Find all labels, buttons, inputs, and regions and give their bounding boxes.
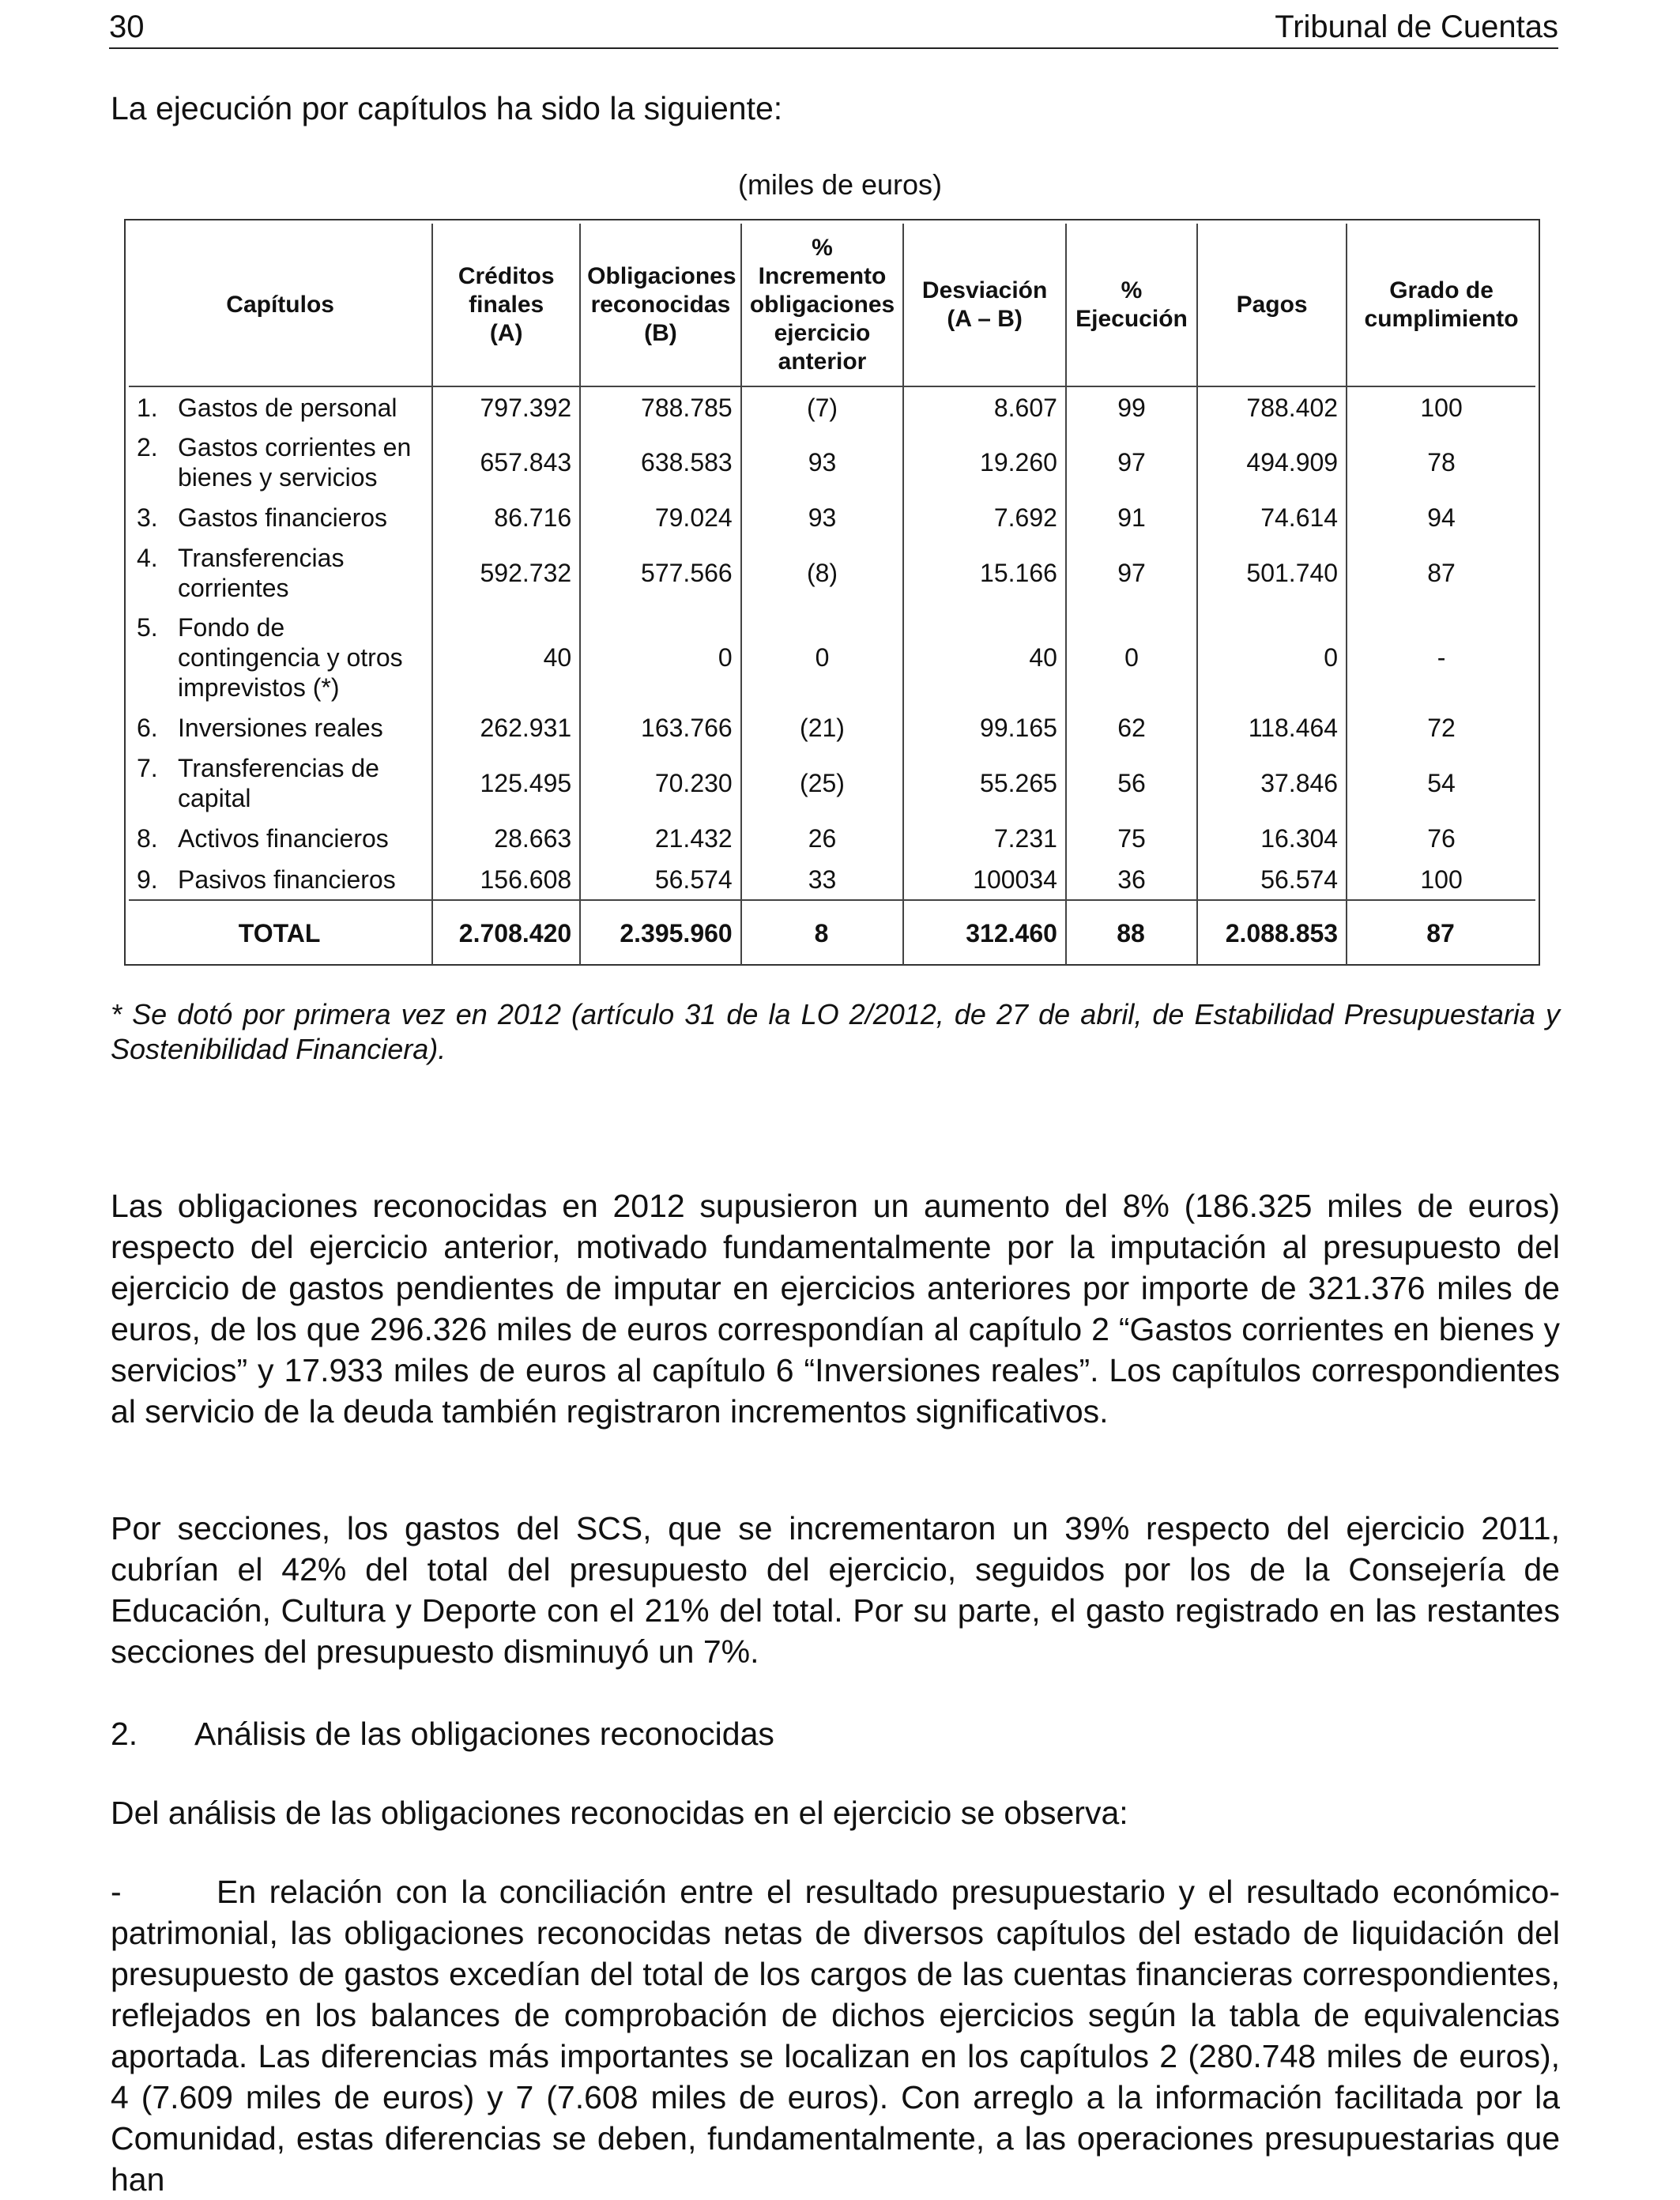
cell-creditos: 86.716 bbox=[432, 497, 580, 538]
cell-incremento: (7) bbox=[741, 386, 904, 428]
cell-obligaciones: 163.766 bbox=[580, 707, 741, 748]
cell-ejecucion: 91 bbox=[1066, 497, 1197, 538]
table-row bbox=[129, 386, 1535, 428]
cell-ejecucion: 75 bbox=[1066, 818, 1197, 859]
cell-creditos: 40 bbox=[432, 608, 580, 707]
cell-desviacion: 99.165 bbox=[903, 707, 1066, 748]
total-incremento: 8 bbox=[741, 900, 904, 965]
cell-pagos: 37.846 bbox=[1197, 748, 1347, 818]
header-grado: Grado de cumplimiento bbox=[1347, 224, 1535, 386]
cell-pagos: 501.740 bbox=[1197, 538, 1347, 608]
row-label: 1. Gastos de personal bbox=[137, 393, 397, 422]
cell-ejecucion: 62 bbox=[1066, 707, 1197, 748]
total-pagos: 2.088.853 bbox=[1197, 900, 1347, 965]
cell-desviacion: 19.260 bbox=[903, 428, 1066, 497]
table-row bbox=[129, 707, 1535, 748]
cell-grado: - bbox=[1347, 608, 1535, 707]
row-label: 7. Transferencias de capital bbox=[137, 754, 379, 812]
total-creditos: 2.708.420 bbox=[432, 900, 580, 965]
page-header bbox=[109, 8, 1558, 49]
cell-ejecucion: 97 bbox=[1066, 428, 1197, 497]
paragraph-conciliacion bbox=[111, 1871, 1560, 2200]
header-capitulos: Capítulos bbox=[129, 224, 432, 386]
cell-incremento: (21) bbox=[741, 707, 904, 748]
cell-grado: 100 bbox=[1347, 386, 1535, 428]
table-row bbox=[129, 538, 1535, 608]
cell-desviacion: 40 bbox=[903, 608, 1066, 707]
table-row bbox=[129, 608, 1535, 707]
cell-pagos: 0 bbox=[1197, 608, 1347, 707]
cell-incremento: (8) bbox=[741, 538, 904, 608]
header-ejecucion: % Ejecución bbox=[1066, 224, 1197, 386]
row-label: 2. Gastos corrientes en bienes y servicios bbox=[137, 433, 412, 492]
table-row bbox=[129, 497, 1535, 538]
cell-creditos: 657.843 bbox=[432, 428, 580, 497]
cell-desviacion: 7.231 bbox=[903, 818, 1066, 859]
cell-creditos: 28.663 bbox=[432, 818, 580, 859]
cell-grado: 76 bbox=[1347, 818, 1535, 859]
cell-creditos: 592.732 bbox=[432, 538, 580, 608]
cell-pagos: 788.402 bbox=[1197, 386, 1347, 428]
table-row bbox=[129, 748, 1535, 818]
execution-table-frame bbox=[124, 219, 1540, 966]
table-header-row bbox=[129, 224, 1535, 386]
cell-pagos: 494.909 bbox=[1197, 428, 1347, 497]
row-label: 6. Inversiones reales bbox=[137, 714, 383, 742]
table-row bbox=[129, 428, 1535, 497]
cell-incremento: 0 bbox=[741, 608, 904, 707]
cell-ejecucion: 56 bbox=[1066, 748, 1197, 818]
cell-grado: 87 bbox=[1347, 538, 1535, 608]
total-label: TOTAL bbox=[129, 900, 432, 965]
cell-incremento: 93 bbox=[741, 428, 904, 497]
cell-grado: 94 bbox=[1347, 497, 1535, 538]
paragraph-obligaciones: Las obligaciones reconocidas en 2012 supusieron un aumento del 8% (186.325 miles de euros) respecto del ejercicio anterior, motivado fundamentalmente por la imputación al presupuesto del ejercicio de gastos pendientes de imputar en ejercicios anteriores por importe de 321.376 miles de euros, de los que 296.326 miles de euros correspondían al capítulo 2 “Gastos corrientes en bienes y servicios” y 17.933 miles de euros al capítulo 6 “Inversiones reales”. Los capítulos correspondientes al servicio de la deuda también registraron incrementos significativos. bbox=[111, 1188, 1560, 1430]
cell-pagos: 118.464 bbox=[1197, 707, 1347, 748]
cell-ejecucion: 99 bbox=[1066, 386, 1197, 428]
cell-obligaciones: 0 bbox=[580, 608, 741, 707]
section-number: 2. bbox=[111, 1716, 138, 1752]
header-obligaciones: Obligaciones reconocidas (B) bbox=[580, 224, 741, 386]
cell-creditos: 156.608 bbox=[432, 859, 580, 900]
cell-pagos: 16.304 bbox=[1197, 818, 1347, 859]
execution-table bbox=[129, 224, 1535, 965]
cell-pagos: 56.574 bbox=[1197, 859, 1347, 900]
cell-incremento: 93 bbox=[741, 497, 904, 538]
table-row bbox=[129, 818, 1535, 859]
cell-incremento: (25) bbox=[741, 748, 904, 818]
cell-pagos: 74.614 bbox=[1197, 497, 1347, 538]
cell-desviacion: 7.692 bbox=[903, 497, 1066, 538]
units-caption: (miles de euros) bbox=[737, 168, 943, 201]
cell-grado: 100 bbox=[1347, 859, 1535, 900]
row-label: 8. Activos financieros bbox=[137, 824, 389, 853]
section-heading bbox=[111, 1713, 774, 1754]
cell-grado: 72 bbox=[1347, 707, 1535, 748]
cell-incremento: 33 bbox=[741, 859, 904, 900]
cell-obligaciones: 788.785 bbox=[580, 386, 741, 428]
row-label: 3. Gastos financieros bbox=[137, 503, 388, 532]
intro-text: La ejecución por capítulos ha sido la siguiente: bbox=[111, 90, 783, 126]
cell-creditos: 262.931 bbox=[432, 707, 580, 748]
cell-desviacion: 15.166 bbox=[903, 538, 1066, 608]
paragraph-conciliacion-text: En relación con la conciliación entre el resultado presupuestario y el resultado económico-patrimonial, las obligaciones reconocidas netas de diversos capítulos del estado de liquidación del presupuesto de gastos excedían del total de los cargos de las cuentas financieras correspondientes, reflejados en los balances de comprobación de dichos ejercicios según la tabla de equivalencias aportada. Las diferencias más importantes se localizan en los capítulos 2 (280.748 miles de euros), 4 (7.609 miles de euros) y 7 (7.608 miles de euros). Con arreglo a la información facilitada por la Comunidad, estas diferencias se deben, fundamentalmente, a las operaciones presupuestarias que han bbox=[111, 1874, 1560, 2198]
table-total-row bbox=[129, 900, 1535, 965]
header-pagos: Pagos bbox=[1197, 224, 1347, 386]
header-desviacion: Desviación (A – B) bbox=[903, 224, 1066, 386]
list-dash: - bbox=[111, 1874, 122, 1910]
cell-ejecucion: 97 bbox=[1066, 538, 1197, 608]
row-label: 9. Pasivos financieros bbox=[137, 865, 396, 894]
total-desviacion: 312.460 bbox=[903, 900, 1066, 965]
table-row bbox=[129, 859, 1535, 900]
paragraph-secciones: Por secciones, los gastos del SCS, que se incrementaron un 39% respecto del ejercicio 2011, cubrían el 42% del total del presupuesto del ejercicio, seguidos por los de la Consejería de Educación, Cultura y Deporte con el 21% del total. Por su parte, el gasto registrado en las restantes secciones del presupuesto disminuyó un 7%. bbox=[111, 1510, 1560, 1670]
table-footnote: * Se dotó por primera vez en 2012 (artículo 31 de la LO 2/2012, de 27 de abril, de Estabilidad Presupuestaria y Sostenibilidad Financiera). bbox=[111, 998, 1560, 1065]
header-creditos: Créditos finales (A) bbox=[432, 224, 580, 386]
cell-ejecucion: 0 bbox=[1066, 608, 1197, 707]
cell-obligaciones: 56.574 bbox=[580, 859, 741, 900]
paragraph-analisis-intro: Del análisis de las obligaciones reconocidas en el ejercicio se observa: bbox=[111, 1795, 1128, 1831]
cell-obligaciones: 577.566 bbox=[580, 538, 741, 608]
header-incremento: % Incremento obligaciones ejercicio anterior bbox=[741, 224, 904, 386]
row-label: 5. Fondo de contingencia y otros imprevistos (*) bbox=[137, 613, 403, 702]
page-number: 30 bbox=[109, 9, 145, 44]
cell-desviacion: 100034 bbox=[903, 859, 1066, 900]
cell-ejecucion: 36 bbox=[1066, 859, 1197, 900]
total-grado: 87 bbox=[1347, 900, 1535, 965]
cell-obligaciones: 21.432 bbox=[580, 818, 741, 859]
cell-obligaciones: 70.230 bbox=[580, 748, 741, 818]
cell-obligaciones: 638.583 bbox=[580, 428, 741, 497]
cell-creditos: 125.495 bbox=[432, 748, 580, 818]
total-ejecucion: 88 bbox=[1066, 900, 1197, 965]
cell-obligaciones: 79.024 bbox=[580, 497, 741, 538]
total-obligaciones: 2.395.960 bbox=[580, 900, 741, 965]
cell-grado: 78 bbox=[1347, 428, 1535, 497]
cell-grado: 54 bbox=[1347, 748, 1535, 818]
cell-desviacion: 8.607 bbox=[903, 386, 1066, 428]
row-label: 4. Transferencias corrientes bbox=[137, 544, 345, 602]
cell-creditos: 797.392 bbox=[432, 386, 580, 428]
cell-incremento: 26 bbox=[741, 818, 904, 859]
header-title: Tribunal de Cuentas bbox=[1275, 9, 1558, 44]
section-title: Análisis de las obligaciones reconocidas bbox=[194, 1716, 774, 1752]
cell-desviacion: 55.265 bbox=[903, 748, 1066, 818]
